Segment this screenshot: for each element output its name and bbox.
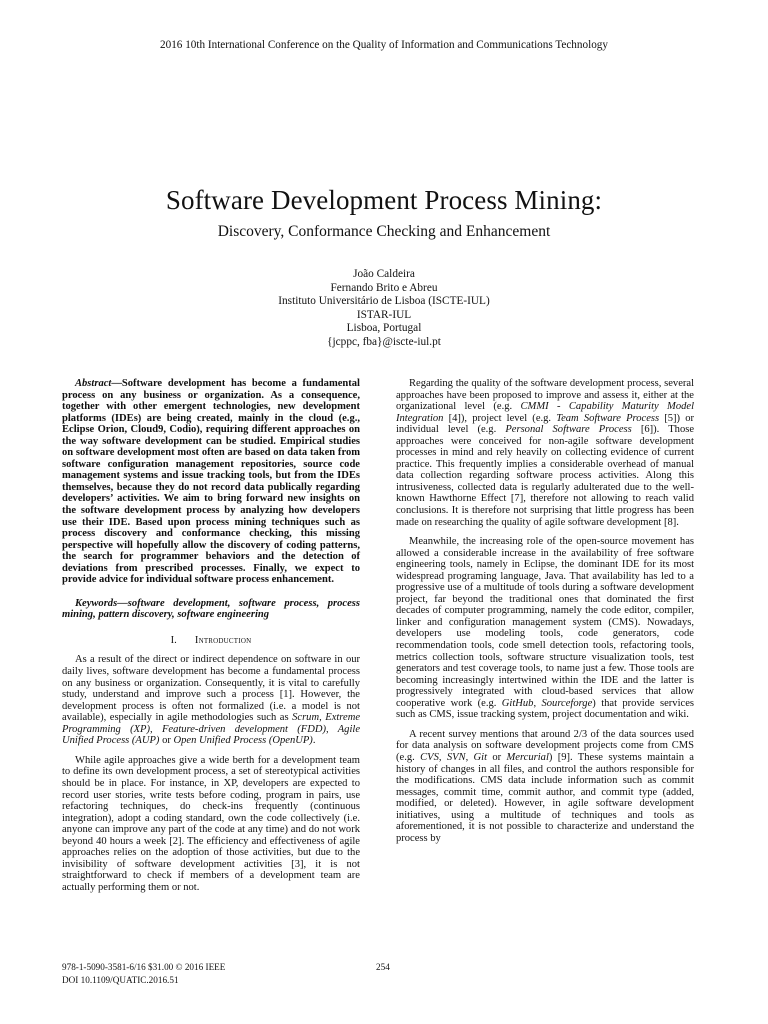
paragraph-italic: Scrum, Extreme Programming (XP), Feature-driven development (FDD), Agile Unified Process (AUP): [62, 712, 361, 747]
paragraph: [396, 536, 694, 721]
section-heading: [62, 635, 360, 647]
keywords-text: —software development, software process, process mining, pattern discovery, software engineering: [62, 597, 360, 621]
paragraph-italic: Mercurial: [506, 751, 549, 763]
paragraph-italic: CVS, SVN, Git: [420, 751, 488, 763]
abstract-label: Abstract: [75, 378, 112, 389]
author-name: João Caldeira: [353, 268, 415, 280]
abstract: [62, 378, 360, 586]
paragraph-italic: Personal Software Process: [505, 424, 632, 436]
paragraph: While agile approaches give a wide berth for a development team to define its own development process, a set of stereotypical activities should be in place. For instance, in XP, developers are expected to record user stories, write tests before coding, program in pairs, use refactoring techniques, do check-ins frequently (continuous integration), adopt a coding standard, own the code collectively (i.e. anyone can improve any part of the code at any time) and do not work beyond 40 hours a week [2]. The efficiency and effectiveness of agile approaches relies on the adoption of those activities, but due to the invisibility of software development activities [3], it is not straightforward to check if members of a development team are actually performing them or not.: [62, 754, 360, 893]
footer-doi: DOI 10.1109/QUATIC.2016.51: [62, 974, 179, 985]
right-column: [396, 378, 694, 844]
paragraph-text: Meanwhile, the increasing role of the open-source movement has allowed a considerable increase in the availability of free software engineering tools, namely in Eclipse, the dominant IDE for its most widespread programing language, Java. That availability has led to a progressive use of a multitude of tools during a software development project, far beyond the traditional ones that dominated the first decades of computer programming, namely the code editor, compiler, linker and configuration management system (CMS). Nowadays, developers use modeling tools, code generators, code recommendation tools, code smell detection tools, refactoring tools, metrics collection tools, software structure visualization tools, test generators and test coverage tools, to name just a few. Those tools are becoming increasingly intertwined within the IDE and the latter is progressively integrated with cloud-based services that allow cooperative work (e.g.: [396, 536, 694, 709]
paragraph-italic: Open Unified Process (OpenUP): [173, 735, 313, 747]
paragraph-text: or: [487, 751, 507, 763]
paragraph-text: .: [312, 735, 316, 747]
paragraph-italic: Sourceforge: [541, 697, 593, 709]
paragraph-text: A recent survey mentions that around 2/3 of the data sources used for data analysis on software development projects come from CMS (e.g.: [396, 728, 694, 763]
paragraph: [396, 378, 694, 528]
footer-publication-info: [62, 961, 225, 986]
paragraph-text: ) [9]. These systems maintain a history of changes in all files, and control the authors responsible for the modifications. CMS data include information such as commit messages, commit time, commit author, and commit type (added, modified, or deleted). However, in agile software development initiatives, using a multitude of techniques and tools as aforementioned, it is not possible to characterize and understand the process by: [396, 751, 694, 844]
paragraph-text: As a result of the direct or indirect dependence on software in our daily lives, software development has become a fundamental process on any business or organization. Consequently, it is vital to carefully study, understand and improve such a process [1]. However, the development process is often not formalized (i.e. a model is not available), especially in agile methodologies such as: [62, 654, 360, 724]
paragraph: [396, 729, 694, 844]
section-number: I.: [170, 634, 177, 646]
paragraph: [62, 654, 360, 746]
paper-title: Software Development Process Mining:: [165, 185, 603, 215]
paragraph-text: [6]). Those approaches were conceived for non-agile software development processes in mind and rely heavily on collecting evidence of current practice. This frequently implies a considerable overhead of manual data collection regarding software process activities. Along this intrusiveness, collected data is regularly adulterated due to the well-known Hawthorne Effect [7], therefore not allowing to reach valid conclusions. It is therefore not surprising that little progress has been made on researching the quality of agile software development [8].: [396, 424, 695, 528]
keywords: [62, 598, 360, 621]
paragraph-text: or: [159, 735, 174, 747]
section-title: Introduction: [194, 634, 252, 646]
paragraph-italic: CMMI - Capability Maturity Model Integration: [396, 401, 694, 424]
paragraph-text: [4]), project level (e.g.: [443, 412, 557, 424]
paragraph-text: ) that provide services such as CMS, issue tracking system, project documentation and wiki.: [396, 697, 694, 721]
paper-subtitle: Discovery, Conformance Checking and Enhancement: [217, 223, 551, 240]
author-affiliation: Instituto Universitário de Lisboa (ISCTE-IUL): [278, 295, 490, 307]
author-location: Lisboa, Portugal: [346, 322, 422, 334]
left-column: [62, 378, 360, 893]
paragraph-italic: GitHub: [501, 697, 534, 709]
author-affiliation: ISTAR-IUL: [356, 308, 412, 321]
page-number: 254: [376, 962, 390, 972]
paragraph-text: [5]) or individual level (e.g.: [396, 412, 694, 436]
abstract-text: —Software development has become a fundamental process on any business or organization. As a consequence, together with other emergent technologies, new development platforms (IDEs) are being created, mainly in the cloud (e.g., Eclipse Orion, Cloud9, Codio), requiring different approaches on the way software development can be studied. Empirical studies on software development most often are based on data taken from software configuration management repositories, source code management systems and issue tracking tools, but from the IDEs themselves, because they do not record data publically regarding developers’ activities. We aim to bring forward new insights on the software development process by analyzing how developers use their IDE. Based upon process mining techniques such as process discovery and conformance checking, this missing perspective will hopefully allow the discovery of coding patterns, the search for programmer behaviors and the detection of deviations from prescribed processes. Finally, we expect to provide advice for individual software process enhancement.: [62, 378, 360, 586]
author-emails: {jcppc, fba}@iscte-iul.pt: [327, 335, 441, 348]
keywords-label: Keywords: [75, 597, 118, 609]
paragraph-italic: Team Software Process: [556, 412, 660, 424]
paragraph-text: ,: [533, 697, 542, 709]
author-name: Fernando Brito e Abreu: [330, 281, 438, 294]
author-block: [0, 268, 768, 349]
conference-header: 2016 10th International Conference on the Quality of Information and Communications Technology: [160, 39, 608, 51]
paragraph-text: Regarding the quality of the software development process, several approaches have been proposed to improve and assess it, either at the organizational level (e.g.: [396, 378, 694, 413]
footer-isbn: 978-1-5090-3581-6/16 $31.00 © 2016 IEEE: [62, 962, 226, 972]
